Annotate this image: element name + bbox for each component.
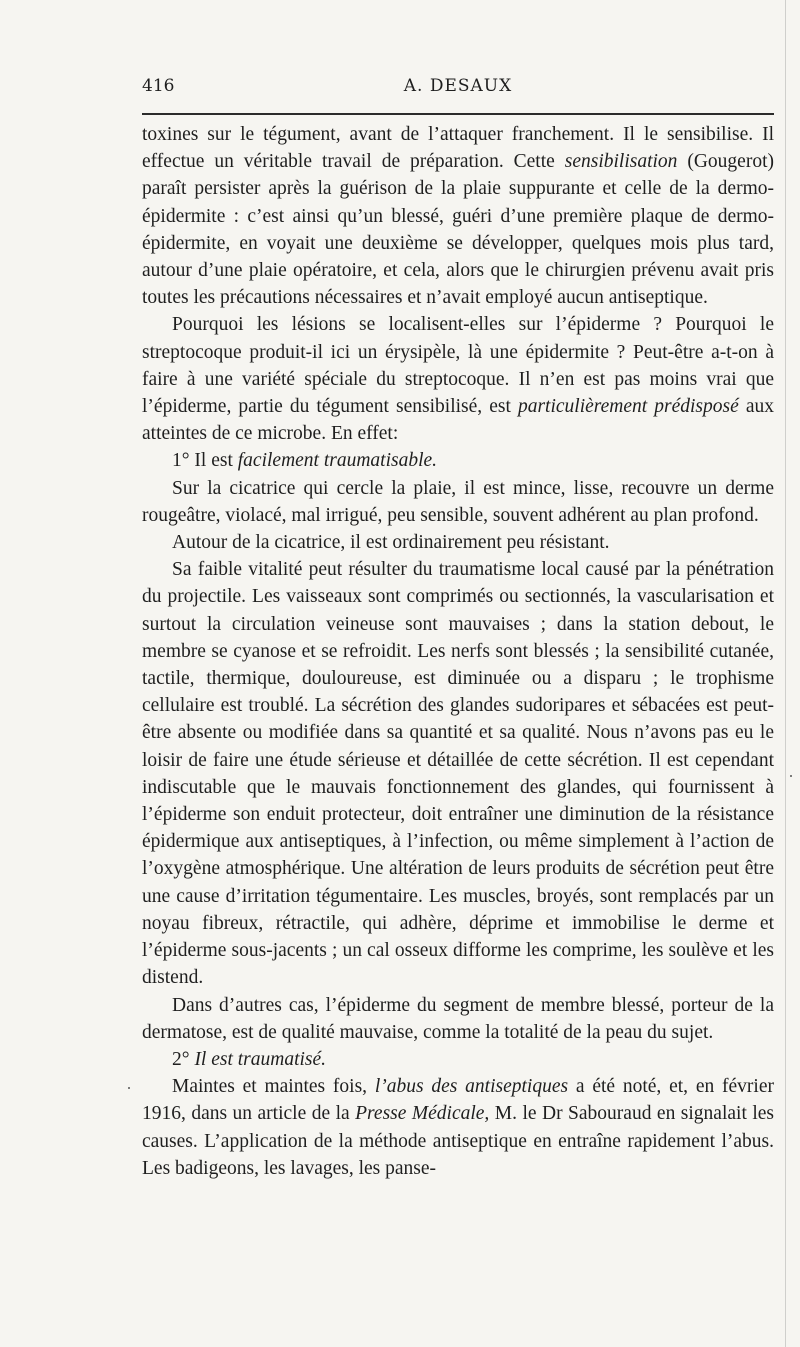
- text-run: Maintes et maintes fois,: [172, 1076, 375, 1098]
- paragraph: [142, 556, 774, 991]
- text-run: aux atteintes de ce microbe. En effet:: [142, 396, 774, 445]
- paragraph: [142, 475, 774, 529]
- italic-text: l’abus des antiseptiques: [374, 1076, 569, 1098]
- text-run: Autour de la cicatrice, il est ordinairement peu résistant.: [172, 532, 610, 554]
- italic-text: sensibilisation: [564, 151, 678, 173]
- paragraph: [142, 992, 774, 1046]
- page-number: 416: [142, 76, 175, 96]
- text-run: Pourquoi les lésions se localisent-elles sur l’épiderme ? Pourquoi le streptocoque produit-il ici un érysipèle, là une épidermite ? Peut-être a-t-on à faire à une variété spéciale du streptocoque. Il n’en est pas moins vrai que l’épiderme, partie du tégument sensibilisé, est: [142, 314, 774, 418]
- paragraph: [142, 1046, 774, 1073]
- text-run: Sur la cicatrice qui cercle la plaie, il est mince, lisse, recouvre un derme rougeâtre, violacé, mal irrigué, peu sensible, souvent adhérent au plan profond.: [142, 477, 774, 526]
- text-run: Sa faible vitalité peut résulter du traumatisme local causé par la pénétration du projectile. Les vaisseaux sont comprimés ou sectionnés, la vascularisation et surtout la circulation veineuse sont mauvaises ; dans la station debout, le membre se cyanose et se refroidit. Les nerfs sont blessés ; la sensibilité cutanée, tactile, thermique, douloureuse, est diminuée ou a disparu ; le trophisme cellulaire est troublé. La sécrétion des glandes sudoripares et sébacées est peut-être absente ou modifiée dans sa quantité et sa qualité. Nous n’avons pas eu le loisir de faire une étude sérieuse et détaillée de cette sécrétion. Il est cependant indiscutable que le mauvais fonctionnement des glandes, qui fournissent à l’épiderme son enduit protecteur, doit entraîner une diminution de la résistance épidermique aux antiseptiques, à l’infection, ou même simplement à l’action de l’oxygène atmosphérique. Une altération de leurs produits de sécrétion peut être une cause d’irritation tégumentaire. Les muscles, broyés, sont remplacés par un noyau fibreux, rétractile, qui adhère, déprime et immobilise le derme et l’épiderme sous-jacents ; un cal osseux difforme les comprime, les soulève et les distend.: [142, 559, 774, 989]
- scan-speck: [128, 1087, 130, 1089]
- text-run: 2°: [172, 1048, 195, 1070]
- page-edge: [785, 0, 786, 1347]
- page-header: [142, 76, 774, 102]
- body-text: [142, 121, 774, 1182]
- italic-text: Il est traumatisé.: [194, 1048, 327, 1070]
- paragraph: [142, 121, 774, 311]
- text-run: a été noté, et, en février 1916, dans un article de la: [142, 1076, 774, 1125]
- italic-text: Presse Médicale,: [355, 1103, 490, 1125]
- running-head: A. DESAUX: [403, 76, 513, 96]
- text-run: (Gougerot) paraît persister après la guérison de la plaie suppurante et celle de la dermo-épidermite : c’est ainsi qu’un blessé, guéri d’une première plaque de dermo-épidermite, en voyait une deuxième se développer, quelques mois plus tard, autour d’une plaie opératoire, et cela, alors que le chirurgien prévenu avait pris toutes les précautions nécessaires et n’avait employé aucun antiseptique.: [142, 151, 774, 309]
- italic-text: facilement traumatisable.: [237, 450, 438, 472]
- paragraph: [142, 1073, 774, 1182]
- italic-text: particulièrement prédisposé: [517, 396, 739, 418]
- paragraph: [142, 311, 774, 447]
- text-run: toxines sur le tégument, avant de l’attaquer franchement. Il le sensibilise. Il effectue un véritable travail de préparation. Cette: [142, 124, 774, 173]
- paragraph: [142, 529, 774, 556]
- text-run: M. le Dr Sabouraud en signalait les causes. L’application de la méthode antiseptique en entraîne rapidement l’abus. Les badigeons, les lavages, les panse-: [142, 1103, 774, 1179]
- text-run: 1° Il est: [172, 450, 238, 472]
- scan-speck: [790, 775, 792, 777]
- paragraph: [142, 447, 774, 474]
- header-rule: [142, 113, 774, 115]
- text-run: Dans d’autres cas, l’épiderme du segment de membre blessé, porteur de la dermatose, est de qualité mauvaise, comme la totalité de la peau du sujet.: [142, 994, 774, 1043]
